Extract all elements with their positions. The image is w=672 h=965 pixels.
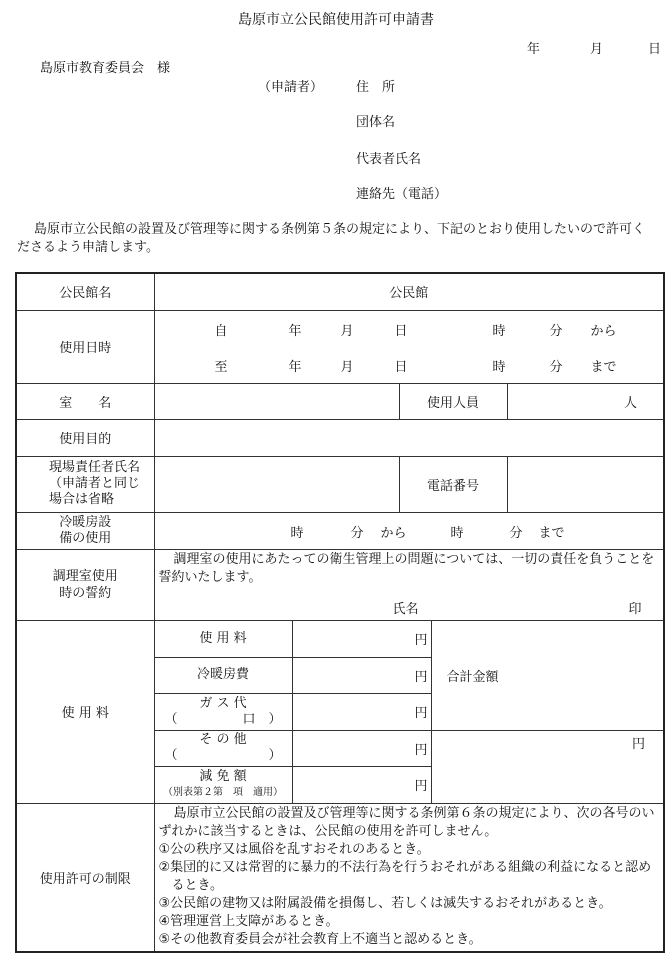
to-toki: 時 xyxy=(492,359,506,375)
fee-item-unit-4: 円 xyxy=(414,742,428,758)
intro-text: 島原市立公民館の設置及び管理等に関する条例第５条の規定により、下記のとおり使用したいので許可くださるよう申請します。 xyxy=(17,222,646,255)
fee-item-unit-2: 円 xyxy=(414,669,428,685)
phone-label: 電話番号 xyxy=(399,456,507,512)
fee-item-name-4: そ の 他 xyxy=(199,732,247,747)
phone-field[interactable] xyxy=(507,456,664,512)
fee-item-sub-3: （ 口 ） xyxy=(164,711,282,727)
limits-item-2: ②集団的に又は常習的に暴力的不法行為を行うおそれがある組織の利益になると認めるとき。 xyxy=(158,859,652,893)
addressee: 島原市教育委員会 様 xyxy=(40,61,171,76)
fee-item-label-2: 冷暖房費 xyxy=(154,657,292,693)
manager-label xyxy=(16,456,154,512)
kominkan-value: 公民館 xyxy=(389,286,429,302)
aircon-fun1: 分 xyxy=(350,525,364,541)
fee-item-field-5[interactable] xyxy=(292,766,431,803)
applicant-address-label: 住 所 xyxy=(356,80,396,95)
cooking-label xyxy=(16,549,154,620)
aircon-fun2: 分 xyxy=(509,525,523,541)
applicant-representative-label: 代表者氏名 xyxy=(356,152,422,167)
from-fun: 分 xyxy=(549,323,563,339)
applicant-group-label: 団体名 xyxy=(356,115,396,130)
total-label: 合計金額 xyxy=(446,669,499,685)
cooking-field[interactable] xyxy=(154,549,664,620)
cooking-pledge-text: 調理室の使用にあたっての衛生管理上の問題については、一切の責任を負うことを誓約いたします。 xyxy=(158,551,655,585)
to-fun: 分 xyxy=(549,359,563,375)
applicant-label: （申請者） xyxy=(258,80,324,95)
limits-item-4: ④管理運営上支障があるとき。 xyxy=(158,913,339,929)
to-hi: 日 xyxy=(394,359,408,375)
limits-content xyxy=(154,803,664,952)
fee-item-name-5: 減 免 額 xyxy=(199,768,247,784)
cooking-seal: 印 xyxy=(628,601,642,617)
room-label: 室 名 xyxy=(16,383,154,419)
application-form xyxy=(15,272,665,953)
aircon-toki2: 時 xyxy=(450,525,464,541)
fee-label: 使 用 料 xyxy=(16,620,154,803)
fee-item-field-4[interactable] xyxy=(292,730,431,766)
people-field[interactable] xyxy=(507,383,664,419)
aircon-toki1: 時 xyxy=(290,525,304,541)
purpose-label: 使用目的 xyxy=(16,419,154,456)
aircon-label xyxy=(16,512,154,549)
cooking-label-line1: 調理室使用 xyxy=(52,568,118,584)
applicant-contact-label: 連絡先（電話） xyxy=(356,187,448,202)
from-ji: 自 xyxy=(214,323,228,339)
total-field[interactable] xyxy=(431,730,664,803)
cooking-label-line2: 時の誓約 xyxy=(59,585,112,601)
to-tsuki: 月 xyxy=(340,359,354,375)
limits-intro: 島原市立公民館の設置及び管理等に関する条例第６条の規定により、次の各号のいずれかに該当するときは、公民館の使用を許可しません。 xyxy=(158,805,655,839)
aircon-label-line2: 備の使用 xyxy=(59,530,112,546)
to-ji: 至 xyxy=(214,359,228,375)
kominkan-field[interactable] xyxy=(154,273,664,310)
manager-label-line1: 現場責任者氏名 xyxy=(49,460,141,475)
fee-item-unit-5: 円 xyxy=(414,779,428,794)
fee-item-label-5 xyxy=(154,766,292,803)
date-month: 月 xyxy=(590,42,604,57)
fee-item-sub-4: （ ） xyxy=(164,748,282,763)
limits-item-3: ③公民館の建物又は附属設備を損傷し、若しくは滅失するおそれがあるとき。 xyxy=(158,895,612,911)
purpose-field[interactable] xyxy=(154,419,664,456)
aircon-kara: から xyxy=(380,525,407,541)
from-tsuki: 月 xyxy=(340,323,354,339)
manager-field[interactable] xyxy=(154,456,399,512)
limits-item-5: ⑤その他教育委員会が社会教育上不適当と認めるとき。 xyxy=(158,931,482,947)
fee-item-label-4 xyxy=(154,730,292,766)
date-year: 年 xyxy=(527,42,541,57)
fee-item-field-1[interactable] xyxy=(292,620,431,657)
to-nen: 年 xyxy=(288,359,302,375)
page-title: 島原市立公民館使用許可申請書 xyxy=(238,12,434,28)
datetime-field[interactable] xyxy=(154,310,664,383)
people-unit: 人 xyxy=(624,395,638,411)
from-toki: 時 xyxy=(492,323,506,339)
limits-label: 使用許可の制限 xyxy=(16,803,154,952)
fee-item-unit-3: 円 xyxy=(414,706,428,721)
total-label-cell xyxy=(431,620,664,730)
limits-item-1: ①公の秩序又は風俗を乱すおそれのあるとき。 xyxy=(158,841,430,857)
fee-item-label-1: 使 用 料 xyxy=(154,620,292,657)
from-hi: 日 xyxy=(394,323,408,339)
cooking-name-label: 氏名 xyxy=(392,601,419,617)
aircon-field[interactable] xyxy=(154,512,664,549)
manager-label-line2: （申請者と同じ xyxy=(49,476,141,491)
fee-item-sub-5: （別表第２第 項 適用） xyxy=(163,786,283,798)
kominkan-label: 公民館名 xyxy=(16,273,154,310)
datetime-label: 使用日時 xyxy=(16,310,154,383)
fee-item-name-3: ガ ス 代 xyxy=(199,695,247,711)
fee-item-field-2[interactable] xyxy=(292,657,431,693)
fee-item-unit-1: 円 xyxy=(414,633,428,648)
from-suffix: から xyxy=(590,323,617,339)
total-unit: 円 xyxy=(632,736,646,752)
from-nen: 年 xyxy=(288,323,302,339)
aircon-label-line1: 冷暖房設 xyxy=(59,514,112,530)
fee-item-label-3 xyxy=(154,693,292,730)
date-day: 日 xyxy=(648,42,662,57)
fee-item-field-3[interactable] xyxy=(292,693,431,730)
manager-label-line3: 場合は省略 xyxy=(49,492,115,507)
aircon-made: まで xyxy=(538,525,565,541)
people-label: 使用人員 xyxy=(399,383,507,419)
room-field[interactable] xyxy=(154,383,399,419)
to-suffix: まで xyxy=(590,359,617,375)
